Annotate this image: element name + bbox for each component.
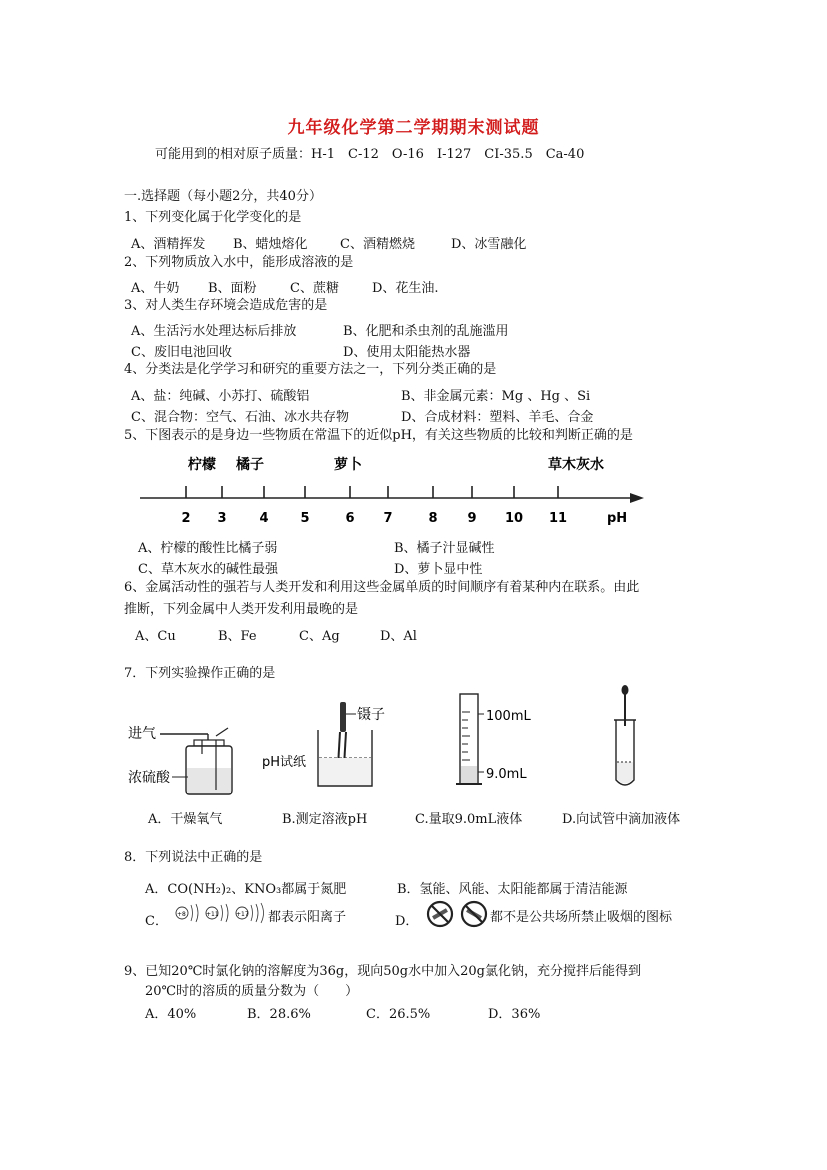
q5-option-d: D、萝卜显中性	[394, 562, 483, 577]
ph-label-orange: 橘子	[236, 457, 264, 473]
question-1-stem: 1、下列变化属于化学变化的是	[124, 210, 302, 225]
q6-option-c: C、Ag	[299, 629, 340, 644]
ph-scale-figure	[130, 456, 650, 526]
q5-option-a: A、柠檬的酸性比橘子弱	[138, 541, 278, 556]
svg-text:+8: +8	[177, 911, 186, 918]
q6-option-a: A、Cu	[135, 629, 176, 644]
q6-option-d: D、Al	[380, 629, 417, 644]
fig-a-label-gas-in: 进气	[128, 726, 156, 742]
ph-tick-label: 7	[383, 511, 393, 526]
question-5-stem: 5、下图表示的是身边一些物质在常温下的近似pH，有关这些物质的比较和判断正确的是	[124, 428, 633, 443]
fig-a-wash-bottle	[128, 718, 233, 798]
q5-option-b: B、橘子汁显碱性	[394, 541, 495, 556]
ph-label-radish: 萝卜	[334, 457, 362, 473]
no-smoking-icons	[426, 900, 490, 928]
q8-option-c-text: 都表示阳离子	[268, 910, 347, 925]
ph-tick-label: 5	[300, 511, 310, 526]
q3-option-c: C、废旧电池回收	[131, 345, 232, 360]
q3-option-d: D、使用太阳能热水器	[343, 345, 471, 360]
section-heading: 一.选择题（每小题2分，共40分）	[124, 189, 322, 204]
fig-c-graduated-cylinder	[450, 690, 550, 790]
ph-tick-label: 10	[504, 511, 524, 526]
fig-d-dropper-test-tube	[605, 684, 645, 794]
fig-c-label-100ml: 100mL	[486, 709, 531, 724]
q8-option-d-text: 都不是公共场所禁止吸烟的图标	[490, 910, 673, 925]
question-4-stem: 4、分类法是化学学习和研究的重要方法之一，下列分类正确的是	[124, 362, 497, 377]
question-9-stem-line2: 20℃时的溶质的质量分数为（ ）	[145, 984, 359, 999]
q4-option-b: B、非金属元素：Mg 、Hg 、Si	[401, 389, 591, 404]
page-title: 九年级化学第二学期期末测试题	[287, 118, 540, 138]
ph-ticks	[181, 486, 567, 526]
q7-option-c: C.量取9.0mL液体	[415, 812, 523, 827]
ion-diagram-3	[236, 903, 264, 923]
ph-tick-label: 2	[181, 511, 191, 526]
question-3-stem: 3、对人类生存环境会造成危害的是	[124, 298, 328, 313]
tweezers-icon	[340, 702, 346, 732]
atomic-masses: 可能用到的相对原子质量：H-1 C-12 O-16 I-127 CI-35.5 Ca-40	[155, 147, 585, 162]
q4-option-d: D、合成材料：塑料、羊毛、合金	[401, 410, 594, 425]
ph-axis-arrow	[630, 493, 644, 503]
no-smoking-icon	[462, 902, 486, 926]
q7-option-a: A．干燥氧气	[148, 812, 223, 827]
q8-option-b: B．氢能、风能、太阳能都属于清洁能源	[397, 882, 628, 897]
q3-option-b: B、化肥和杀虫剂的乱施滥用	[343, 324, 509, 339]
q4-option-c: C、混合物：空气、石油、冰水共存物	[131, 410, 349, 425]
q2-option-a: A、牛奶	[131, 281, 180, 296]
q9-option-a: A．40%	[145, 1007, 197, 1022]
svg-text:+11: +11	[206, 911, 219, 918]
q3-option-a: A、生活污水处理达标后排放	[131, 324, 297, 339]
ph-tick-label: 3	[217, 511, 227, 526]
q2-option-b: B、面粉	[208, 281, 257, 296]
question-6-stem-line1: 6、金属活动性的强若与人类开发和利用这些金属单质的时间顺序有着某种内在联系。由此	[124, 580, 640, 595]
ion-diagram-1	[176, 904, 198, 922]
fig-b-label-ph-paper: pH试纸	[262, 755, 307, 770]
svg-text:+17: +17	[236, 911, 249, 918]
fig-a-label-acid: 浓硫酸	[128, 770, 170, 786]
question-6-stem-line2: 推断，下列金属中人类开发利用最晚的是	[124, 602, 359, 617]
ph-tick-label: 6	[345, 511, 355, 526]
q7-option-b: B.测定溶液pH	[282, 812, 368, 827]
q1-option-c: C、酒精燃烧	[340, 237, 415, 252]
q9-option-c: C．26.5%	[366, 1007, 431, 1022]
q9-option-b: B．28.6%	[247, 1007, 311, 1022]
q1-option-a: A、酒精挥发	[131, 237, 206, 252]
q2-option-c: C、蔗糖	[290, 281, 339, 296]
question-9-stem-line1: 9、已知20℃时氯化钠的溶解度为36g，现向50g水中加入20g氯化钠，充分搅拌后能得到	[124, 964, 641, 979]
ph-tick-label: 9	[467, 511, 477, 526]
ph-tick-label: 4	[259, 511, 269, 526]
q8-option-a: A．CO(NH₂)₂、KNO₃都属于氮肥	[145, 882, 347, 897]
fig-b-label-tweezers: 镊子	[357, 707, 385, 723]
q2-option-d: D、花生油.	[372, 281, 439, 296]
ph-tick-label: 11	[548, 511, 568, 526]
q7-option-d: D.向试管中滴加液体	[562, 812, 681, 827]
ph-label-lemon: 柠檬	[188, 457, 216, 473]
question-2-stem: 2、下列物质放入水中，能形成溶液的是	[124, 255, 354, 270]
question-8-stem: 8．下列说法中正确的是	[124, 850, 263, 865]
q9-option-d: D．36%	[488, 1007, 541, 1022]
ion-structure-diagrams	[171, 900, 267, 928]
question-7-stem: 7．下列实验操作正确的是	[124, 666, 276, 681]
q4-option-a: A、盐：纯碱、小苏打、硫酸铝	[131, 389, 310, 404]
q5-option-c: C、草木灰水的碱性最强	[138, 562, 278, 577]
dropper-bulb-icon	[622, 685, 629, 695]
fig-b-ph-test	[262, 700, 392, 792]
q1-option-b: B、蜡烛熔化	[233, 237, 308, 252]
no-smoking-icon	[428, 902, 452, 926]
q6-option-b: B、Fe	[218, 629, 257, 644]
q8-option-c-prefix: C．	[145, 914, 168, 929]
fig-c-label-9ml: 9.0mL	[486, 767, 527, 782]
q1-option-d: D、冰雪融化	[451, 237, 527, 252]
ph-unit-label: pH	[607, 511, 628, 526]
ph-tick-label: 8	[428, 511, 438, 526]
ph-label-ash: 草木灰水	[548, 457, 604, 473]
q8-option-d-prefix: D．	[395, 914, 419, 929]
ion-diagram-2	[206, 904, 228, 922]
